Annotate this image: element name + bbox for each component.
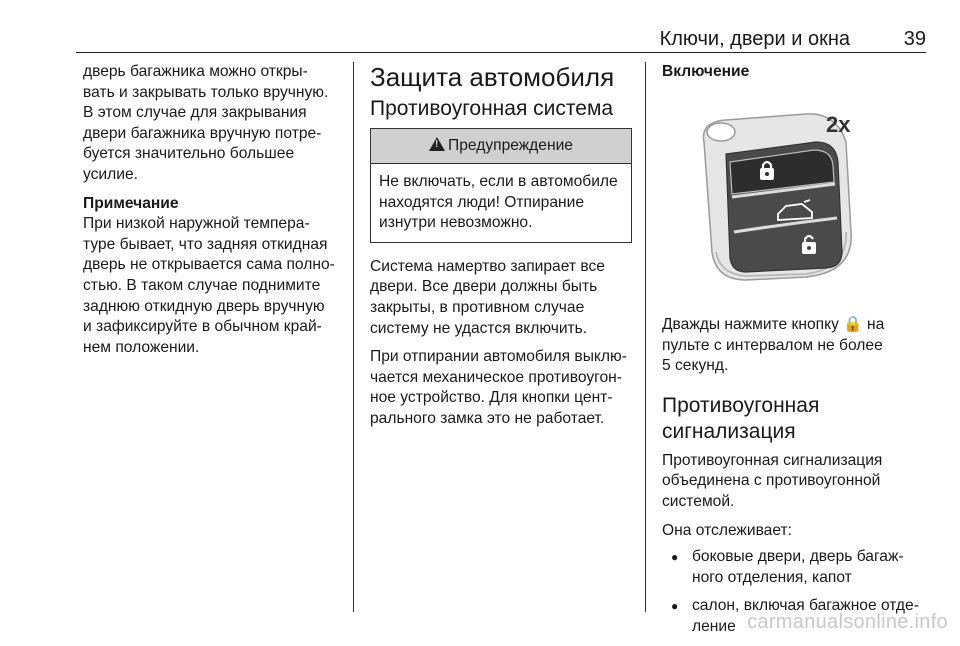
watermark: carmanualsonline.info: [747, 611, 948, 633]
press-count-label: 2x: [826, 112, 851, 137]
column-divider-2: [645, 62, 646, 612]
warning-header: [371, 129, 631, 164]
note-title: Примечание: [83, 194, 179, 212]
paragraph-deadlock: Система намертво запирает все двери. Все двери должны быть закрыты, в противном случае систему не удастся включить.: [370, 257, 605, 337]
list-item: ● салон, включая багажное отде- ление: [662, 596, 930, 637]
column-left: [83, 62, 345, 358]
note-text: При низкой наружной темпера- туре бывает, что задняя откидная дверь не открывается сама полно- стью. В таком случае поднимите заднюю откидную дверь вручную и зафиксируйте в обычном край- нем положении.: [83, 215, 335, 356]
paragraph-unlock: При отпирании автомобиля выклю- чается механическое противоугон- ное устройство. Для кнопки цент- рального замка это не работает.: [370, 348, 627, 427]
page-header: [76, 26, 926, 53]
column-middle: [370, 62, 632, 430]
column-divider-1: [353, 62, 354, 612]
activation-heading: Включение: [662, 63, 750, 80]
warning-title: Предупреждение: [448, 137, 573, 154]
warning-body: [371, 164, 631, 242]
key-ring-hole: [707, 123, 735, 141]
paragraph-monitors: Она отслеживает:: [662, 521, 792, 539]
header-title: Ключи, двери и окна: [659, 28, 850, 50]
section-subheading: Противоугонная система: [370, 97, 614, 120]
warning-box: [370, 128, 632, 243]
column-right: [662, 62, 930, 646]
paragraph-trunk-door: дверь багажника можно откры- вать и закрывать только вручную. В этом случае для закрывания двери багажника вручную потре- буется значительно большее усилие.: [83, 63, 329, 183]
section-heading: Защита автомобиля: [370, 62, 615, 92]
warning-triangle-icon: [429, 137, 445, 151]
list-item: ● боковые двери, дверь багаж- ного отделения, капот: [662, 547, 930, 588]
alarm-heading: Противоугонная сигнализация: [662, 393, 820, 443]
paragraph-press-twice: Дважды нажмите кнопку 🔒 на пульте с интервалом не более 5 секунд.: [662, 316, 885, 375]
paragraph-alarm-combined: Противоугонная сигнализация объединена с противоугонной системой.: [662, 451, 883, 510]
page-number: 39: [903, 28, 926, 50]
warning-text: Не включать, если в автомобиле находятся люди! Отпирание изнутри невозможно.: [379, 173, 618, 232]
remote-key-figure: [686, 102, 926, 292]
